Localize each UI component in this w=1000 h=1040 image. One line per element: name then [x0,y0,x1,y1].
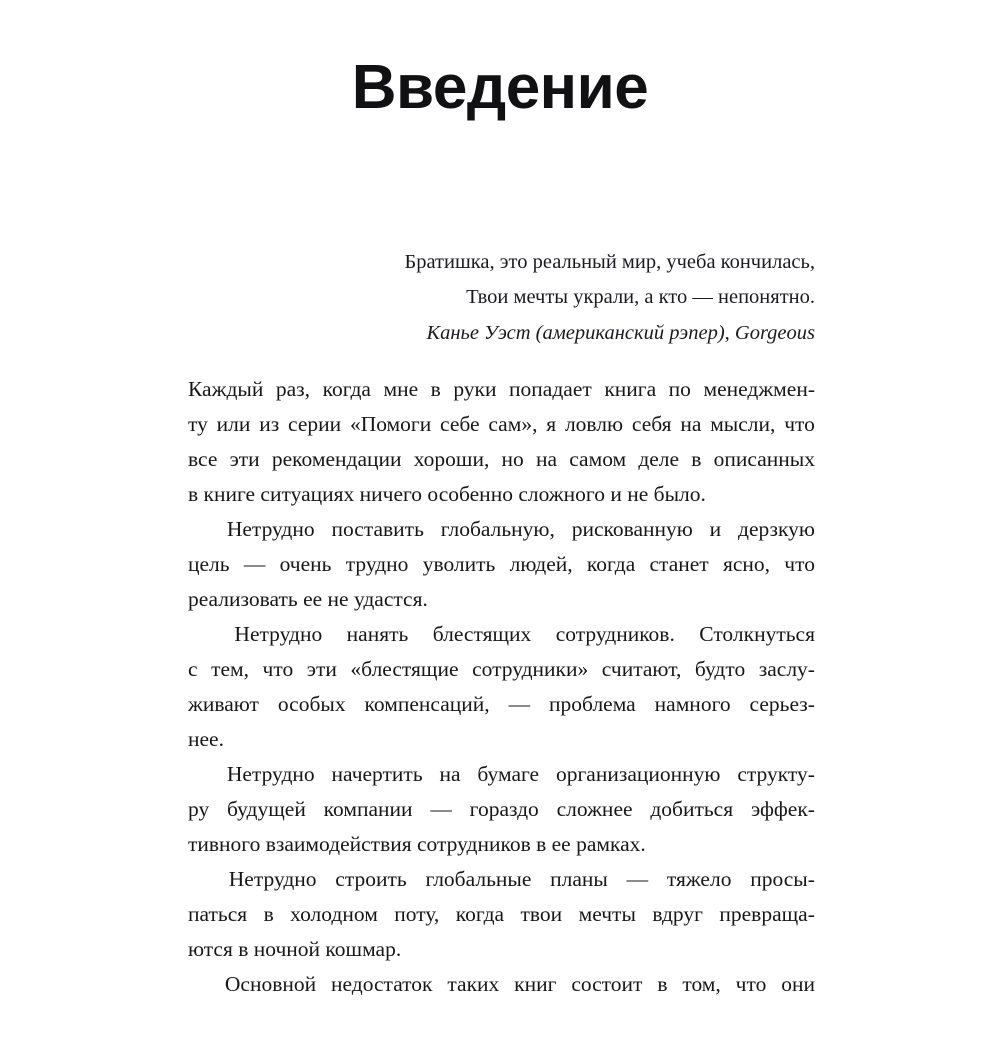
epigraph-line-2: Твои мечты украли, а кто — непонятно. [466,286,815,308]
paragraph-3 [188,617,815,757]
text-line: в книге ситуациях ничего особенно сложного и не было. [188,482,706,506]
page-bottom-clip [0,1000,1000,1040]
text-line: реализовать ее не удастся. [188,587,428,611]
text-line: нее. [188,727,224,751]
epigraph-block [188,245,815,351]
text-line: Нетрудно нанять блестящих сотрудников. Столкнуться [188,617,815,652]
page-title: Введение [351,52,649,122]
text-line: ру будущей компании — гораздо сложнее добиться эффек- [188,797,815,821]
text-line: паться в холодном поту, когда твои мечты вдруг превраща- [188,902,815,926]
text-line: все эти рекомендации хороши, но на самом деле в описанных [188,447,815,471]
paragraph-5 [188,862,815,967]
text-line: ту или из серии «Помоги себе сам», я ловлю себя на мысли, что [188,412,815,436]
paragraph-indent [188,512,210,547]
text-line: с тем, что эти «блестящие сотрудники» считают, будто заслу- [188,657,815,681]
text-line: ются в ночной кошмар. [188,937,402,961]
text-line: живают особых компенсаций, — проблема намного серьез- [188,692,815,716]
paragraph-4 [188,757,815,862]
text-line: Нетрудно начертить на бумаге организационную структу- [188,757,815,792]
epigraph-source: Канье Уэст (американский рэпер), Gorgeous [426,322,815,344]
text-line: тивного взаимодействия сотрудников в ее рамках. [188,832,646,856]
text-line: цель — очень трудно уволить людей, когда станет ясно, что [188,552,815,576]
paragraph-2 [188,512,815,617]
paragraph-indent [188,617,210,652]
text-line: Нетрудно поставить глобальную, рискованную и дерзкую [188,512,815,547]
text-line: Нетрудно строить глобальные планы — тяжело просы- [188,862,815,897]
text-line: Каждый раз, когда мне в руки попадает книга по менеджмен- [188,377,815,401]
paragraph-indent [188,862,210,897]
paragraph-1 [188,372,815,512]
paragraph-indent [188,967,210,1002]
paragraph-indent [188,757,210,792]
epigraph-line-1: Братишка, это реальный мир, учеба кончилась, [404,251,815,273]
body-text [188,372,815,1037]
text-line: Основной недостаток таких книг состоит в том, что они [188,967,815,1002]
